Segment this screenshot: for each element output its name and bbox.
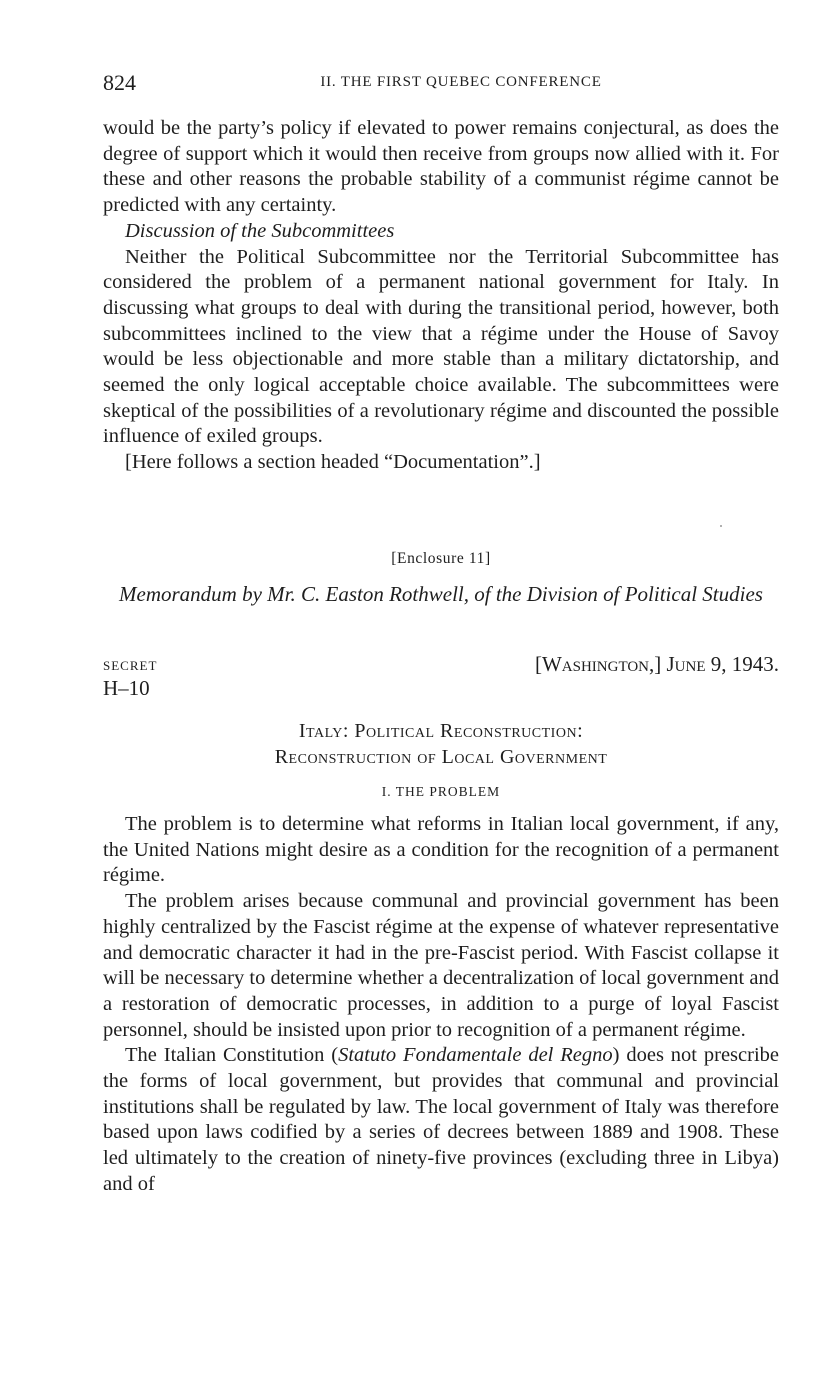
paragraph-3-text-a: The Italian Constitution ( (125, 1044, 339, 1067)
running-header (103, 70, 779, 100)
top-section (103, 116, 779, 476)
paragraph-3-text-b: ) does not prescribe the forms of local government, but provides that communal and provincial institutions shall be regulated by law. The local government of Italy was therefore based upon laws codified by a series of decrees between 1889 and 1908. These led ultimately to the creation of ninety-five provinces (excluding three in Libya) and of (103, 1044, 779, 1195)
document-title-line-1: Italy: Political Reconstruction: (298, 720, 584, 742)
page-number: 824 (103, 70, 136, 95)
classification-label: SECRET (103, 658, 158, 673)
statuto-title: Statuto Fondamentale del Regno (338, 1044, 613, 1067)
problem-paragraph-1: The problem is to determine what reforms in Italian local government, if any, the United Nations might desire as a condition for the recognition of a permanent régime. (103, 813, 779, 887)
document-title (103, 718, 779, 770)
subcommittees-paragraph: Neither the Political Subcommittee nor the Territorial Subcommittee has considered the problem of a permanent national government for Italy. In discussing what groups to deal with during the transitional period, however, both subcommittees inclined to the view that a régime under the House of Savoy would be less objectionable and more stable than a military dictatorship, and seemed the only logical acceptable choice available. The subcommittees were skeptical of the possibilities of a revolutionary régime and discounted the possible influence of exiled groups. (103, 245, 779, 448)
document-id: H–10 (103, 676, 150, 700)
memo-title: Memorandum by Mr. C. Easton Rothwell, of the Division of Political Studies (119, 582, 763, 606)
subcommittees-subheading: Discussion of the Subcommittees (125, 219, 395, 242)
print-speck (720, 525, 722, 527)
continued-paragraph: would be the party’s policy if elevated to power remains conjectural, as does the degree of support which it would then receive from groups now allied with it. For these and other reasons the probable stability of a communist régime cannot be predicted with any certainty. (103, 117, 779, 217)
editorial-note: [Here follows a section headed “Documentation”.] (125, 451, 541, 474)
problem-paragraph-2: The problem arises because communal and provincial government has been highly centralized by the Fascist régime at the expense of whatever representative and democratic character it had in the pre-Fascist period. With Fascist collapse it will be necessary to determine whether a decentralization of local government and a restoration of democratic processes, in addition to a purge of loyal Fascist personnel, should be insisted upon prior to recognition of a permanent régime. (103, 890, 779, 1041)
problem-section (103, 812, 779, 1198)
dateline: [Washington,] June 9, 1943. (534, 652, 779, 676)
section-heading: I. THE PROBLEM (381, 784, 501, 799)
problem-paragraph-3 (103, 1043, 779, 1197)
enclosure-label: [Enclosure 11] (391, 550, 491, 567)
document-title-line-2: Reconstruction of Local Government (274, 746, 608, 768)
running-title: II. THE FIRST QUEBEC CONFERENCE (320, 74, 602, 90)
